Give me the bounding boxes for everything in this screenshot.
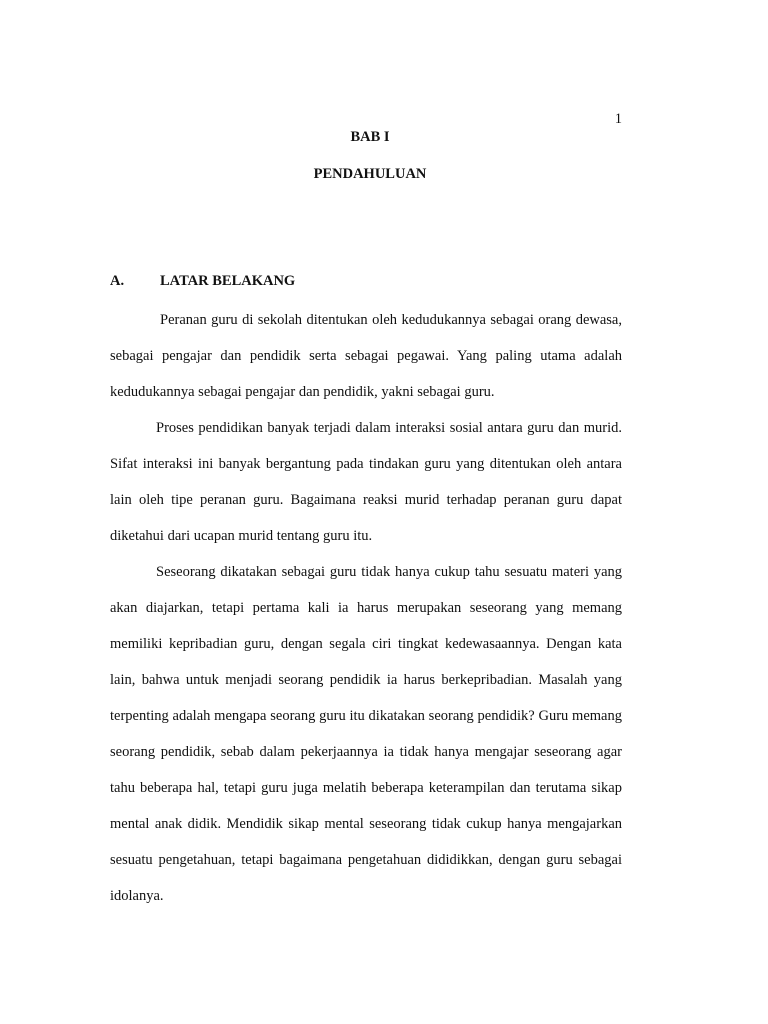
section-heading: [110, 273, 295, 290]
chapter-number: BAB I: [350, 129, 390, 145]
paragraph: Peranan guru di sekolah ditentukan oleh kedudukannya sebagai orang dewasa, sebagai pengajar dan pendidik serta sebagai pegawai. Yang paling utama adalah kedudukannya sebagai pengajar dan pendidik, yakni sebagai guru.: [110, 312, 622, 400]
section-letter: A.: [110, 273, 125, 289]
page-number: 1: [614, 111, 622, 127]
paragraph: Proses pendidikan banyak terjadi dalam interaksi sosial antara guru dan murid. Sifat interaksi ini banyak bergantung pada tindakan guru yang ditentukan oleh antara lain oleh tipe peranan guru. Bagaimana reaksi murid terhadap peranan guru dapat diketahui dari ucapan murid tentang guru itu.: [110, 420, 622, 544]
paragraph: Seseorang dikatakan sebagai guru tidak hanya cukup tahu sesuatu materi yang akan diajarkan, tetapi pertama kali ia harus merupakan seseorang yang memang memiliki kepribadian guru, dengan segala ciri tingkat kedewasaannya. Dengan kata lain, bahwa untuk menjadi seorang pendidik ia harus berkepribadian. Masalah yang terpenting adalah mengapa seorang guru itu dikatakan seorang pendidik? Guru memang seorang pendidik, sebab dalam pekerjaannya ia tidak hanya mengajar seseorang agar tahu beberapa hal, tetapi guru juga melatih beberapa keterampilan dan terutama sikap mental anak didik. Mendidik sikap mental seseorang tidak cukup hanya mengajarkan sesuatu pengetahuan, tetapi bagaimana pengetahuan dididikkan, dengan guru sebagai idolanya.: [110, 564, 622, 904]
body-text: [110, 302, 622, 914]
section-title: LATAR BELAKANG: [160, 273, 296, 289]
chapter-title: PENDAHULUAN: [313, 166, 427, 182]
